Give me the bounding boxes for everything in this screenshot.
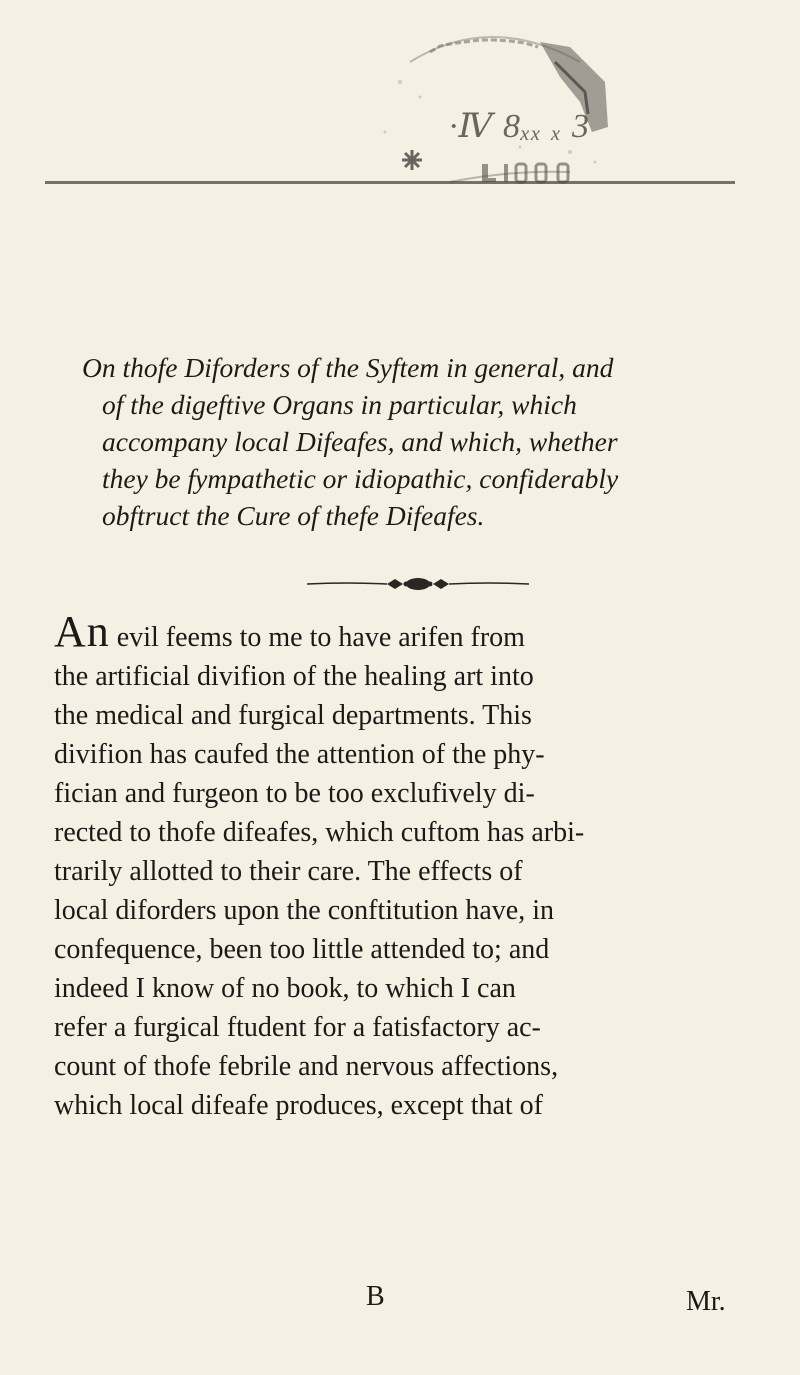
body-line: local diforders upon the conftitution have, in [54,895,554,926]
stamp-handwritten-number: ·Ⅳ 8ₓₓ ₓ 3 [449,108,590,145]
headnote-line: On thofe Diforders of the Syftem in general, and [82,352,614,383]
body-line: evil feems to me to have arifen from [109,622,525,653]
body-line: the medical and furgical departments. This [54,700,532,731]
drop-cap: An [54,607,110,656]
body-line: refer a furgical ftudent for a fatisfactory ac- [54,1012,541,1043]
headnote-line: they be fympathetic or idiopathic, confiderably [102,463,619,494]
body-paragraph [54,607,754,1125]
body-line: divifion has caufed the attention of the phy- [54,739,545,770]
printer-ornament-icon [307,577,529,591]
headnote-line: of the digeftive Organs in particular, which [102,389,577,420]
body-line: confequence, been too little attended to; and [54,934,550,965]
body-line: rected to thofe difeafes, which cuftom has arbi- [54,817,585,848]
body-line: trarily allotted to their care. The effects of [54,856,523,887]
library-stamp [370,22,620,192]
body-line-first [54,607,754,657]
body-line: count of thofe febrile and nervous affections, [54,1051,559,1082]
page-footer [0,1281,800,1321]
body-line: indeed I know of no book, to which I can [54,973,516,1004]
headnote-line: accompany local Difeafes, and which, whether [102,426,618,457]
body-line: the artificial divifion of the healing art into [54,661,534,692]
chapter-headnote [82,349,752,534]
stamp-rule [45,181,735,184]
headnote-line: obftruct the Cure of thefe Difeafes. [102,500,485,531]
body-line: fician and furgeon to be too exclufively di- [54,778,535,809]
body-line: which local difeafe produces, except that of [54,1090,544,1121]
signature-mark: B [366,1281,385,1312]
catchword: Mr. [686,1286,726,1317]
